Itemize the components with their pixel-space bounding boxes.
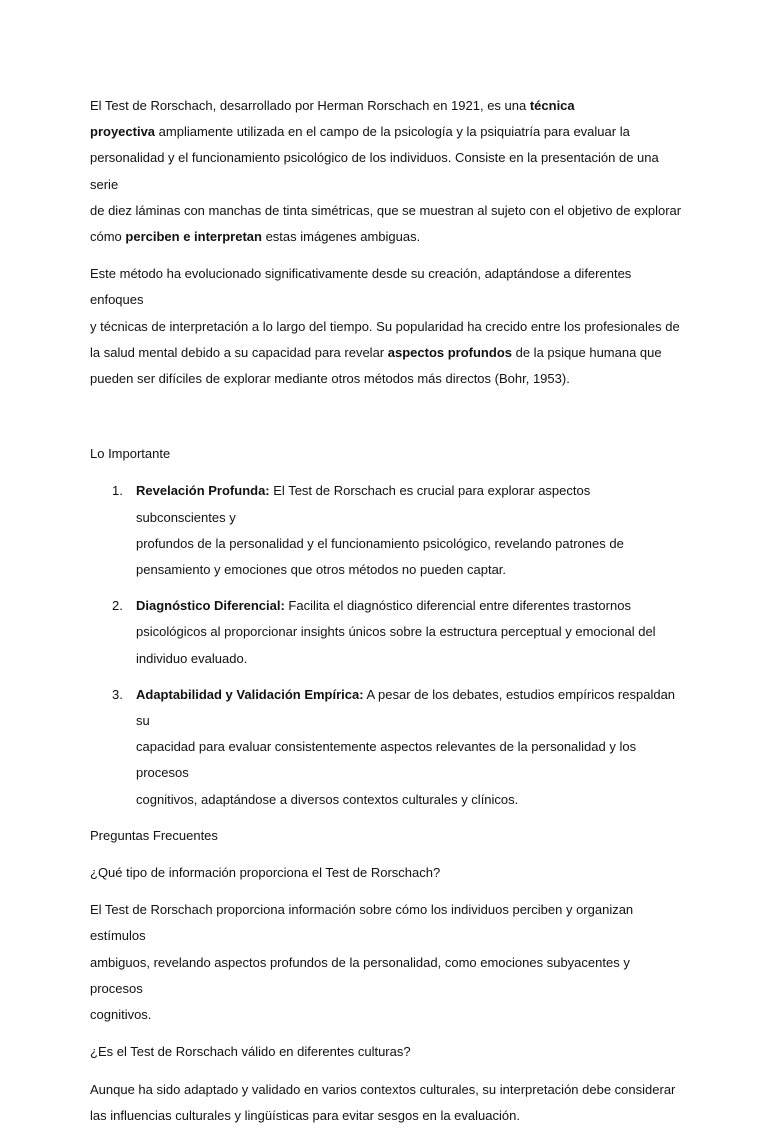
faq-question-2: ¿Es el Test de Rorschach válido en diferentes culturas? [90,1044,411,1060]
text-run: de diez láminas con manchas de tinta simétricas, que se muestran al sujeto con el objetivo de explorar [90,202,682,218]
list-item [90,478,682,583]
text-run: las influencias culturales y lingüísticas para evitar sesgos en la evaluación. [90,1107,520,1123]
bold-run: aspectos profundos [387,344,512,360]
list-item-title: Adaptabilidad y Validación Empírica: [136,686,364,702]
text-run: El Test de Rorschach, desarrollado por Herman Rorschach en 1921, es una [90,98,530,113]
list-item [90,593,682,672]
faq-heading: Preguntas Frecuentes [90,827,218,843]
text-run: El Test de Rorschach es crucial para explorar aspectos subconscientes y [136,483,591,525]
list-item-title: Revelación Profunda: [136,483,270,499]
text-run: Aunque ha sido adaptado y validado en varios contextos culturales, su interpretación debe considerar [90,1081,676,1097]
text-run: ampliamente utilizada en el campo de la psicología y la psiquiatría para evaluar la [155,124,630,140]
text-run: de la psique humana que [512,344,662,360]
intro-paragraph-1 [90,93,682,250]
text-run: la salud mental debido a su capacidad para revelar [90,344,388,360]
text-run: pueden ser difíciles de explorar mediante otros métodos más directos (Bohr, 1953). [90,371,570,387]
text-run: Este método ha evolucionado significativamente desde su creación, adaptándose a diferentes enfoques [90,266,632,308]
bold-run: técnica [529,98,575,113]
text-run: profundos de la personalidad y el funcionamiento psicológico, revelando patrones de [136,535,624,551]
text-run: A pesar de los debates, estudios empíricos respaldan su [136,686,676,729]
intro-paragraph-2 [90,261,682,392]
section-heading: Lo Importante [90,446,171,462]
text-run: individuo evaluado. [136,650,248,666]
faq-question-1: ¿Qué tipo de información proporciona el Test de Rorschach? [90,865,441,881]
text-run: El Test de Rorschach proporciona información sobre cómo los individuos perciben y organizan estímulos [90,902,634,944]
list-number: 3. [112,686,123,702]
text-run: ambiguos, revelando aspectos profundos de la personalidad, como emociones subyacentes y procesos [90,954,630,996]
list-item-title: Diagnóstico Diferencial: [136,598,285,614]
text-run: capacidad para evaluar consistentemente aspectos relevantes de la personalidad y los procesos [136,739,637,781]
document-body [90,93,682,1129]
bold-run: proyectiva [90,124,156,140]
text-run: cómo [90,229,126,245]
text-run: psicológicos al proporcionar insights únicos sobre la estructura perceptual y emocional del [136,624,656,640]
faq-answer-1 [90,897,682,1028]
text-run: estas imágenes ambiguas. [261,229,421,245]
text-run: cognitivos, adaptándose a diversos contextos culturales y clínicos. [136,791,519,807]
faq-answer-2 [90,1077,682,1129]
text-run: Facilita el diagnóstico diferencial entre diferentes trastornos [284,598,631,614]
text-run: y técnicas de interpretación a lo largo del tiempo. Su popularidad ha crecido entre los profesionales de [90,318,680,334]
list-number: 2. [112,598,123,614]
key-points-list [90,478,682,812]
bold-run: perciben e interpretan [125,229,262,245]
text-run: cognitivos. [90,1007,152,1023]
text-run: personalidad y el funcionamiento psicológico de los individuos. Consiste en la presentación de una serie [90,150,659,192]
list-item [90,682,682,813]
text-run: pensamiento y emociones que otros métodos no pueden captar. [136,562,507,578]
list-number: 1. [112,483,123,499]
